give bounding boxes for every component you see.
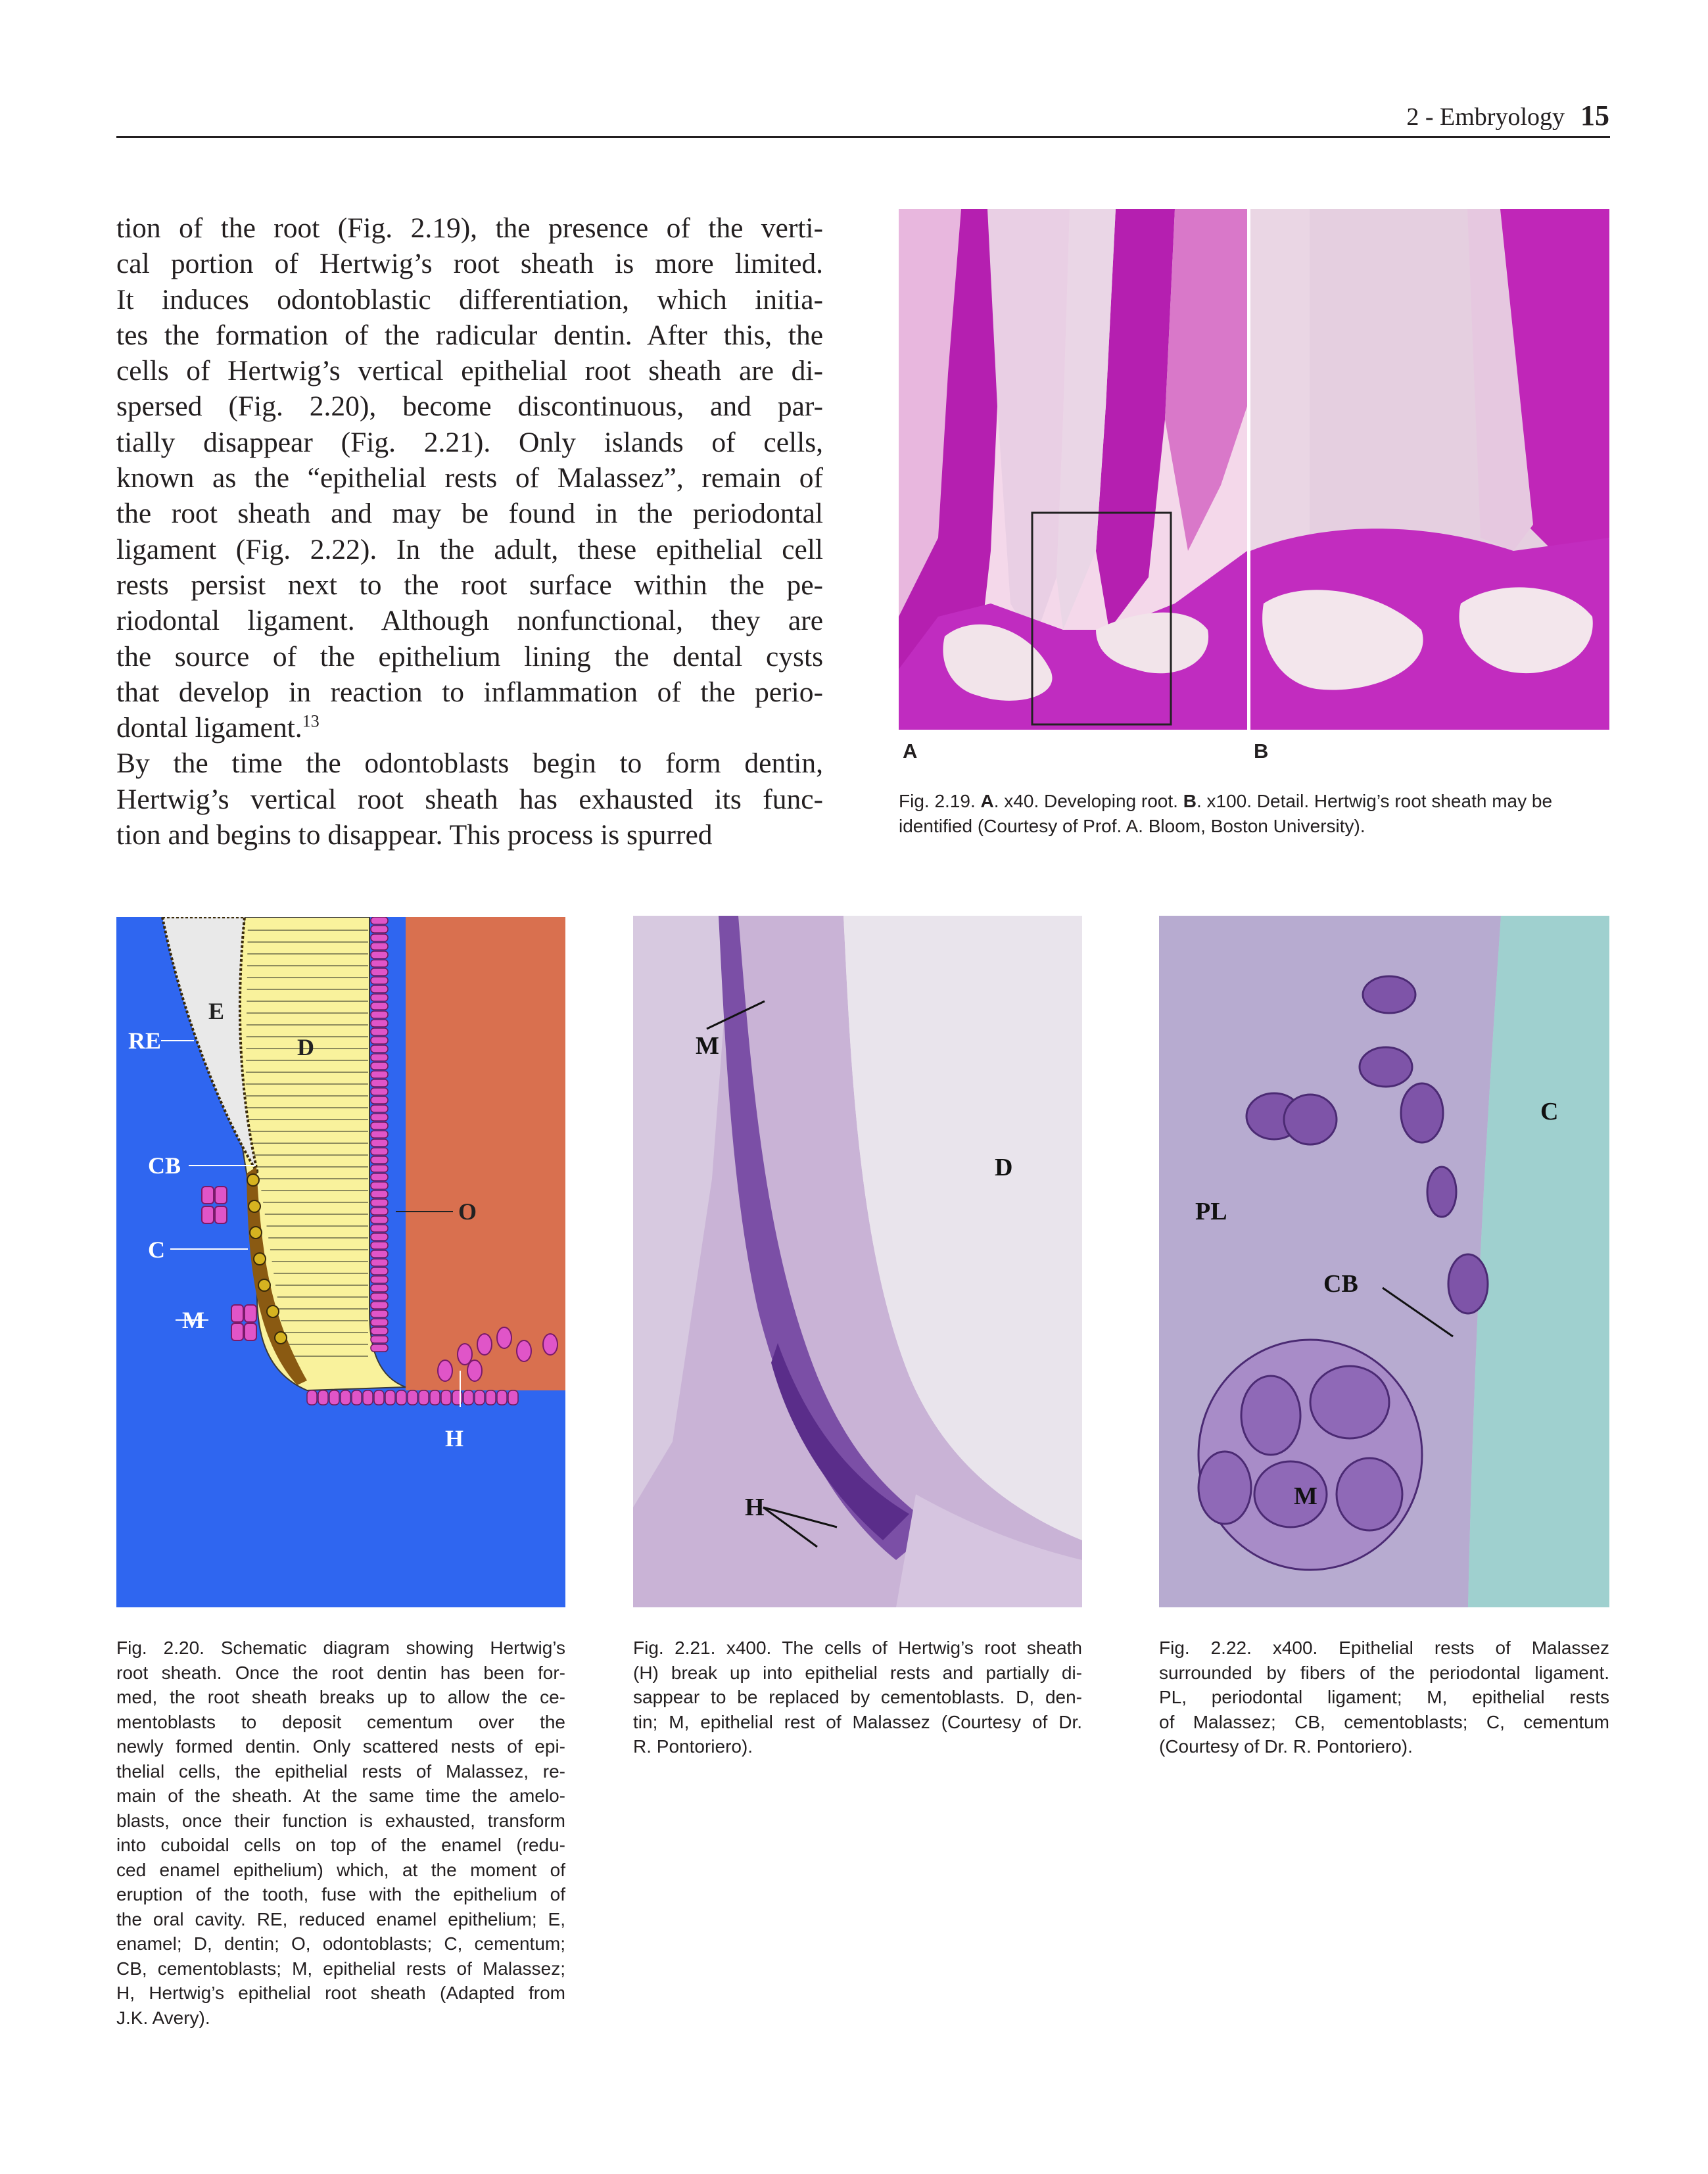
odontoblast-cell [371, 1165, 388, 1172]
malassez-rest-cell [231, 1323, 243, 1340]
odontoblast-cell [371, 1156, 388, 1164]
f220-label-C: C [148, 1237, 165, 1263]
odontoblast-cell-detached [517, 1340, 531, 1361]
malassez-rest-cell [202, 1206, 214, 1223]
paragraph-2-line: By the time the odontoblasts begin to form dentin, [116, 747, 823, 780]
odontoblast-cell [371, 1054, 388, 1061]
root-sheath-cell [374, 1390, 384, 1405]
odontoblast-cell [371, 1071, 388, 1078]
f220-label-RE: RE [128, 1028, 162, 1054]
odontoblast-cell [371, 1302, 388, 1309]
figure-2-20-caption-line: eruption of the tooth, fuse with the epithelium of [116, 1884, 565, 1904]
paragraph-1-line: ligament (Fig. 2.22). In the adult, these epithelial cell [116, 533, 823, 565]
odontoblast-cell [371, 1037, 388, 1044]
odontoblast-cell [371, 1327, 388, 1335]
odontoblast-cell-detached [438, 1360, 452, 1381]
odontoblast-cell [371, 1079, 388, 1087]
paragraph-1-line: dontal ligament.$^{13}$ [116, 711, 320, 744]
figure-2-20-caption-line: root sheath. Once the root dentin has been for- [116, 1662, 565, 1683]
cementoblast-cell [275, 1332, 287, 1344]
figure-2-20-caption-line: H, Hertwig’s epithelial root sheath (Adapted from [116, 1983, 565, 2003]
cementoblast-cell [250, 1227, 262, 1239]
figure-2-20-diagram [116, 917, 565, 1607]
figure-2-22-caption-line: of Malassez; CB, cementoblasts; C, cementum [1159, 1711, 1609, 1732]
odontoblast-cell [371, 934, 388, 941]
caption-segment: A [980, 791, 994, 811]
figure-2-20-caption-line: mentoblasts to deposit cementum over the [116, 1711, 565, 1732]
odontoblast-cell [371, 926, 388, 933]
odontoblast-cell [371, 1310, 388, 1317]
odontoblast-cell [371, 1336, 388, 1343]
paragraph-1-line: rests persist next to the root surface within the pe- [116, 569, 823, 601]
figure-2-21-caption-line: R. Pontoriero). [633, 1736, 753, 1757]
malassez-rest-cell [215, 1187, 227, 1204]
odontoblast-cell-detached [458, 1344, 472, 1365]
figure-2-20-caption-line: blasts, once their function is exhausted, transform [116, 1810, 565, 1831]
f222-label-CB: CB [1323, 1270, 1358, 1298]
odontoblast-cell [371, 951, 388, 958]
figure-2-20-caption-line: enamel; D, dentin; O, odontoblasts; C, cementum; [116, 1933, 565, 1954]
odontoblast-cell [371, 1097, 388, 1104]
figure-2-20-caption-line: ced enamel epithelium) which, at the moment of [116, 1859, 565, 1880]
malassez-rest-cell [245, 1323, 256, 1340]
figure-2-20-caption-line: CB, cementoblasts; M, epithelial rests of Malassez; [116, 1958, 565, 1979]
odontoblast-cell [371, 1285, 388, 1292]
root-sheath-cell [486, 1390, 496, 1405]
odontoblast-cell [371, 1208, 388, 1215]
figure-2-22-caption-line: surrounded by fibers of the periodontal ligament. [1159, 1662, 1609, 1683]
paragraph-1-line: tially disappear (Fig. 2.21). Only islands of cells, [116, 426, 823, 458]
paragraph-1-line: tion of the root (Fig. 2.19), the presence of the verti- [116, 212, 823, 244]
odontoblast-cell [371, 1088, 388, 1095]
odontoblast-cell [371, 1062, 388, 1070]
odontoblast-cell-detached [477, 1334, 492, 1355]
root-sheath-cell [463, 1390, 473, 1405]
cementoblast-cell [258, 1279, 270, 1291]
figure-2-20-caption-line: main of the sheath. At the same time the amelo- [116, 1785, 565, 1806]
cementoblast-cell [247, 1174, 259, 1186]
root-sheath-cell [363, 1390, 373, 1405]
f221-label-D: D [995, 1154, 1013, 1181]
root-sheath-cell [396, 1390, 406, 1405]
odontoblast-cell [371, 1148, 388, 1155]
figure-2-21-caption [633, 1636, 1082, 1759]
figure-2-20-caption-line: J.K. Avery). [116, 2007, 210, 2028]
paragraph-1-line: It induces odontoblastic differentiation, which initia- [116, 283, 823, 316]
root-sheath-cell [352, 1390, 362, 1405]
figure-2-19-label-b: B [1254, 740, 1269, 763]
paragraph-1-line: known as the “epithelial rests of Malassez”, remain of [116, 462, 823, 494]
paragraph-1-line: riodontal ligament. Although nonfunctional, they are [116, 605, 823, 637]
paragraph-1-line: the root sheath and may be found in the periodontal [116, 498, 823, 530]
f222-label-PL: PL [1195, 1198, 1227, 1225]
odontoblast-cell [371, 1131, 388, 1138]
odontoblast-cell [371, 1267, 388, 1275]
f220-label-M: M [182, 1307, 204, 1333]
figure-2-21-caption-line: (H) break up into epithelial rests and partially di- [633, 1662, 1082, 1683]
figure-2-20-caption-line: the oral cavity. RE, reduced enamel epithelium; E, [116, 1908, 565, 1929]
odontoblast-cell [371, 917, 388, 924]
f220-label-D: D [297, 1034, 314, 1060]
root-sheath-cell [341, 1390, 350, 1405]
odontoblast-cell [371, 943, 388, 950]
odontoblast-cell [371, 1259, 388, 1266]
odontoblast-cell [371, 1293, 388, 1300]
figure-2-20-caption-line: Fig. 2.20. Schematic diagram showing Hertwig’s [116, 1638, 565, 1658]
running-head [1406, 99, 1609, 132]
cementoblast-cell [254, 1253, 266, 1265]
root-sheath-cell [318, 1390, 328, 1405]
f220-label-H: H [445, 1425, 464, 1452]
figure-2-20-caption [116, 1636, 565, 2030]
root-sheath-cell [441, 1390, 451, 1405]
footnote-reference: 13 [302, 711, 320, 731]
figure-2-20-caption-line: newly formed dentin. Only scattered nests of epi- [116, 1736, 565, 1757]
root-sheath-cell [497, 1390, 507, 1405]
paragraph-1-line: cal portion of Hertwig’s root sheath is more limited. [116, 248, 823, 280]
page-number: 15 [1580, 99, 1609, 131]
odontoblast-cell-detached [543, 1334, 557, 1355]
paragraph-1-line: that develop in reaction to inflammation of the perio- [116, 676, 823, 708]
malassez-rest-cell [245, 1305, 256, 1322]
cementoblast-cell [249, 1200, 260, 1212]
root-sheath-cell [408, 1390, 417, 1405]
paragraph-1-line: cells of Hertwig’s vertical epithelial root sheath are di- [116, 355, 823, 387]
paragraph-1-line: spersed (Fig. 2.20), become discontinuous, and par- [116, 390, 823, 423]
odontoblast-cell [371, 1199, 388, 1206]
odontoblast-cell [371, 1233, 388, 1241]
odontoblast-cell [371, 1122, 388, 1129]
figure-2-22-caption-line: (Courtesy of Dr. R. Pontoriero). [1159, 1736, 1413, 1757]
paragraph-1-line: the source of the epithelium lining the dental cysts [116, 640, 823, 673]
root-sheath-cell [329, 1390, 339, 1405]
odontoblast-cell [371, 1344, 388, 1352]
root-sheath-cell [385, 1390, 395, 1405]
f221-label-M: M [696, 1032, 719, 1060]
caption-segment: Fig. 2.19. [899, 791, 981, 811]
odontoblast-cell [371, 1105, 388, 1112]
paragraph-1 [116, 210, 823, 745]
figure-2-22-micrograph [1159, 916, 1609, 1607]
chapter-title: 2 - Embryology [1406, 103, 1565, 131]
paragraph-1-line: tes the formation of the radicular dentin. After this, the [116, 319, 823, 351]
figure-2-19-caption-line-1 [899, 789, 1610, 814]
figure-2-22-caption [1159, 1636, 1609, 1759]
caption-segment: B [1183, 791, 1197, 811]
odontoblast-cell [371, 1225, 388, 1232]
caption-segment: . x40. Developing root. [993, 791, 1183, 811]
figure-2-20-caption-line: thelial cells, the epithelial rests of Malassez, re- [116, 1760, 565, 1782]
odontoblast-cell [371, 1250, 388, 1258]
root-sheath-cell [475, 1390, 485, 1405]
figure-2-21-caption-line: Fig. 2.21. x400. The cells of Hertwig’s root sheath [633, 1638, 1082, 1658]
odontoblast-cell-detached [467, 1360, 482, 1381]
odontoblast-cell-detached [497, 1327, 511, 1348]
odontoblast-cell [371, 1028, 388, 1035]
figure-2-21-micrograph [633, 916, 1082, 1607]
figure-2-21-caption-line: sappear to be replaced by cementoblasts. D, den- [633, 1687, 1082, 1707]
root-sheath-cell [430, 1390, 440, 1405]
figure-2-19-label-a: A [903, 740, 918, 763]
odontoblast-cell [371, 1003, 388, 1010]
figure-2-22-caption-line: Fig. 2.22. x400. Epithelial rests of Malassez [1159, 1638, 1609, 1658]
figure-2-21-caption-line: tin; M, epithelial rest of Malassez (Courtesy of Dr. [633, 1711, 1082, 1732]
caption-segment: . x100. Detail. Hertwig’s root sheath may be [1196, 791, 1553, 811]
header-rule [116, 136, 1610, 138]
figure-2-20-caption-line: med, the root sheath breaks up to allow the ce- [116, 1687, 565, 1707]
odontoblast-cell [371, 1182, 388, 1189]
odontoblast-cell [371, 1020, 388, 1027]
figure-2-20-caption-line: into cuboidal cells on top of the enamel (redu- [116, 1835, 565, 1855]
malassez-rest-cell [202, 1187, 214, 1204]
odontoblast-cell [371, 1276, 388, 1283]
odontoblast-cell [371, 1139, 388, 1146]
odontoblast-cell [371, 968, 388, 976]
paragraph-2-line: tion and begins to disappear. This process is spurred [116, 819, 713, 851]
f221-label-H: H [745, 1494, 765, 1521]
f220-label-O: O [458, 1198, 477, 1225]
figure-2-19-panel-a [899, 209, 1247, 730]
f220-label-CB: CB [148, 1152, 181, 1179]
figure-2-19-panel-b [1250, 209, 1609, 730]
odontoblast-cell [371, 977, 388, 984]
paragraph-2-line: Hertwig’s vertical root sheath has exhausted its func- [116, 783, 823, 815]
malassez-rest-cell [215, 1206, 227, 1223]
root-sheath-cell [307, 1390, 317, 1405]
odontoblast-cell [371, 1191, 388, 1198]
odontoblast-cell [371, 960, 388, 967]
odontoblast-cell [371, 994, 388, 1001]
f222-label-M: M [1294, 1482, 1317, 1510]
odontoblast-cell [371, 1319, 388, 1326]
figure-2-22-caption-line: PL, periodontal ligament; M, epithelial rests [1159, 1687, 1609, 1707]
odontoblast-cell [371, 1011, 388, 1018]
f222-label-C: C [1540, 1098, 1559, 1125]
body-text [116, 210, 823, 853]
malassez-rest-cell [231, 1305, 243, 1322]
odontoblast-cell [371, 1242, 388, 1249]
odontoblast-cell [371, 1216, 388, 1223]
figure-2-19-caption [899, 789, 1610, 838]
root-sheath-cell [419, 1390, 429, 1405]
odontoblast-cell [371, 1045, 388, 1052]
cementoblast-cell [267, 1306, 279, 1317]
odontoblast-cell [371, 1114, 388, 1121]
odontoblast-cell [371, 1173, 388, 1181]
root-sheath-cell [508, 1390, 518, 1405]
figure-2-19-caption-line-2: identified (Courtesy of Prof. A. Bloom, Boston University). [899, 815, 1365, 836]
odontoblast-cell [371, 985, 388, 993]
paragraph-2 [116, 745, 823, 853]
f220-label-E: E [208, 998, 225, 1024]
